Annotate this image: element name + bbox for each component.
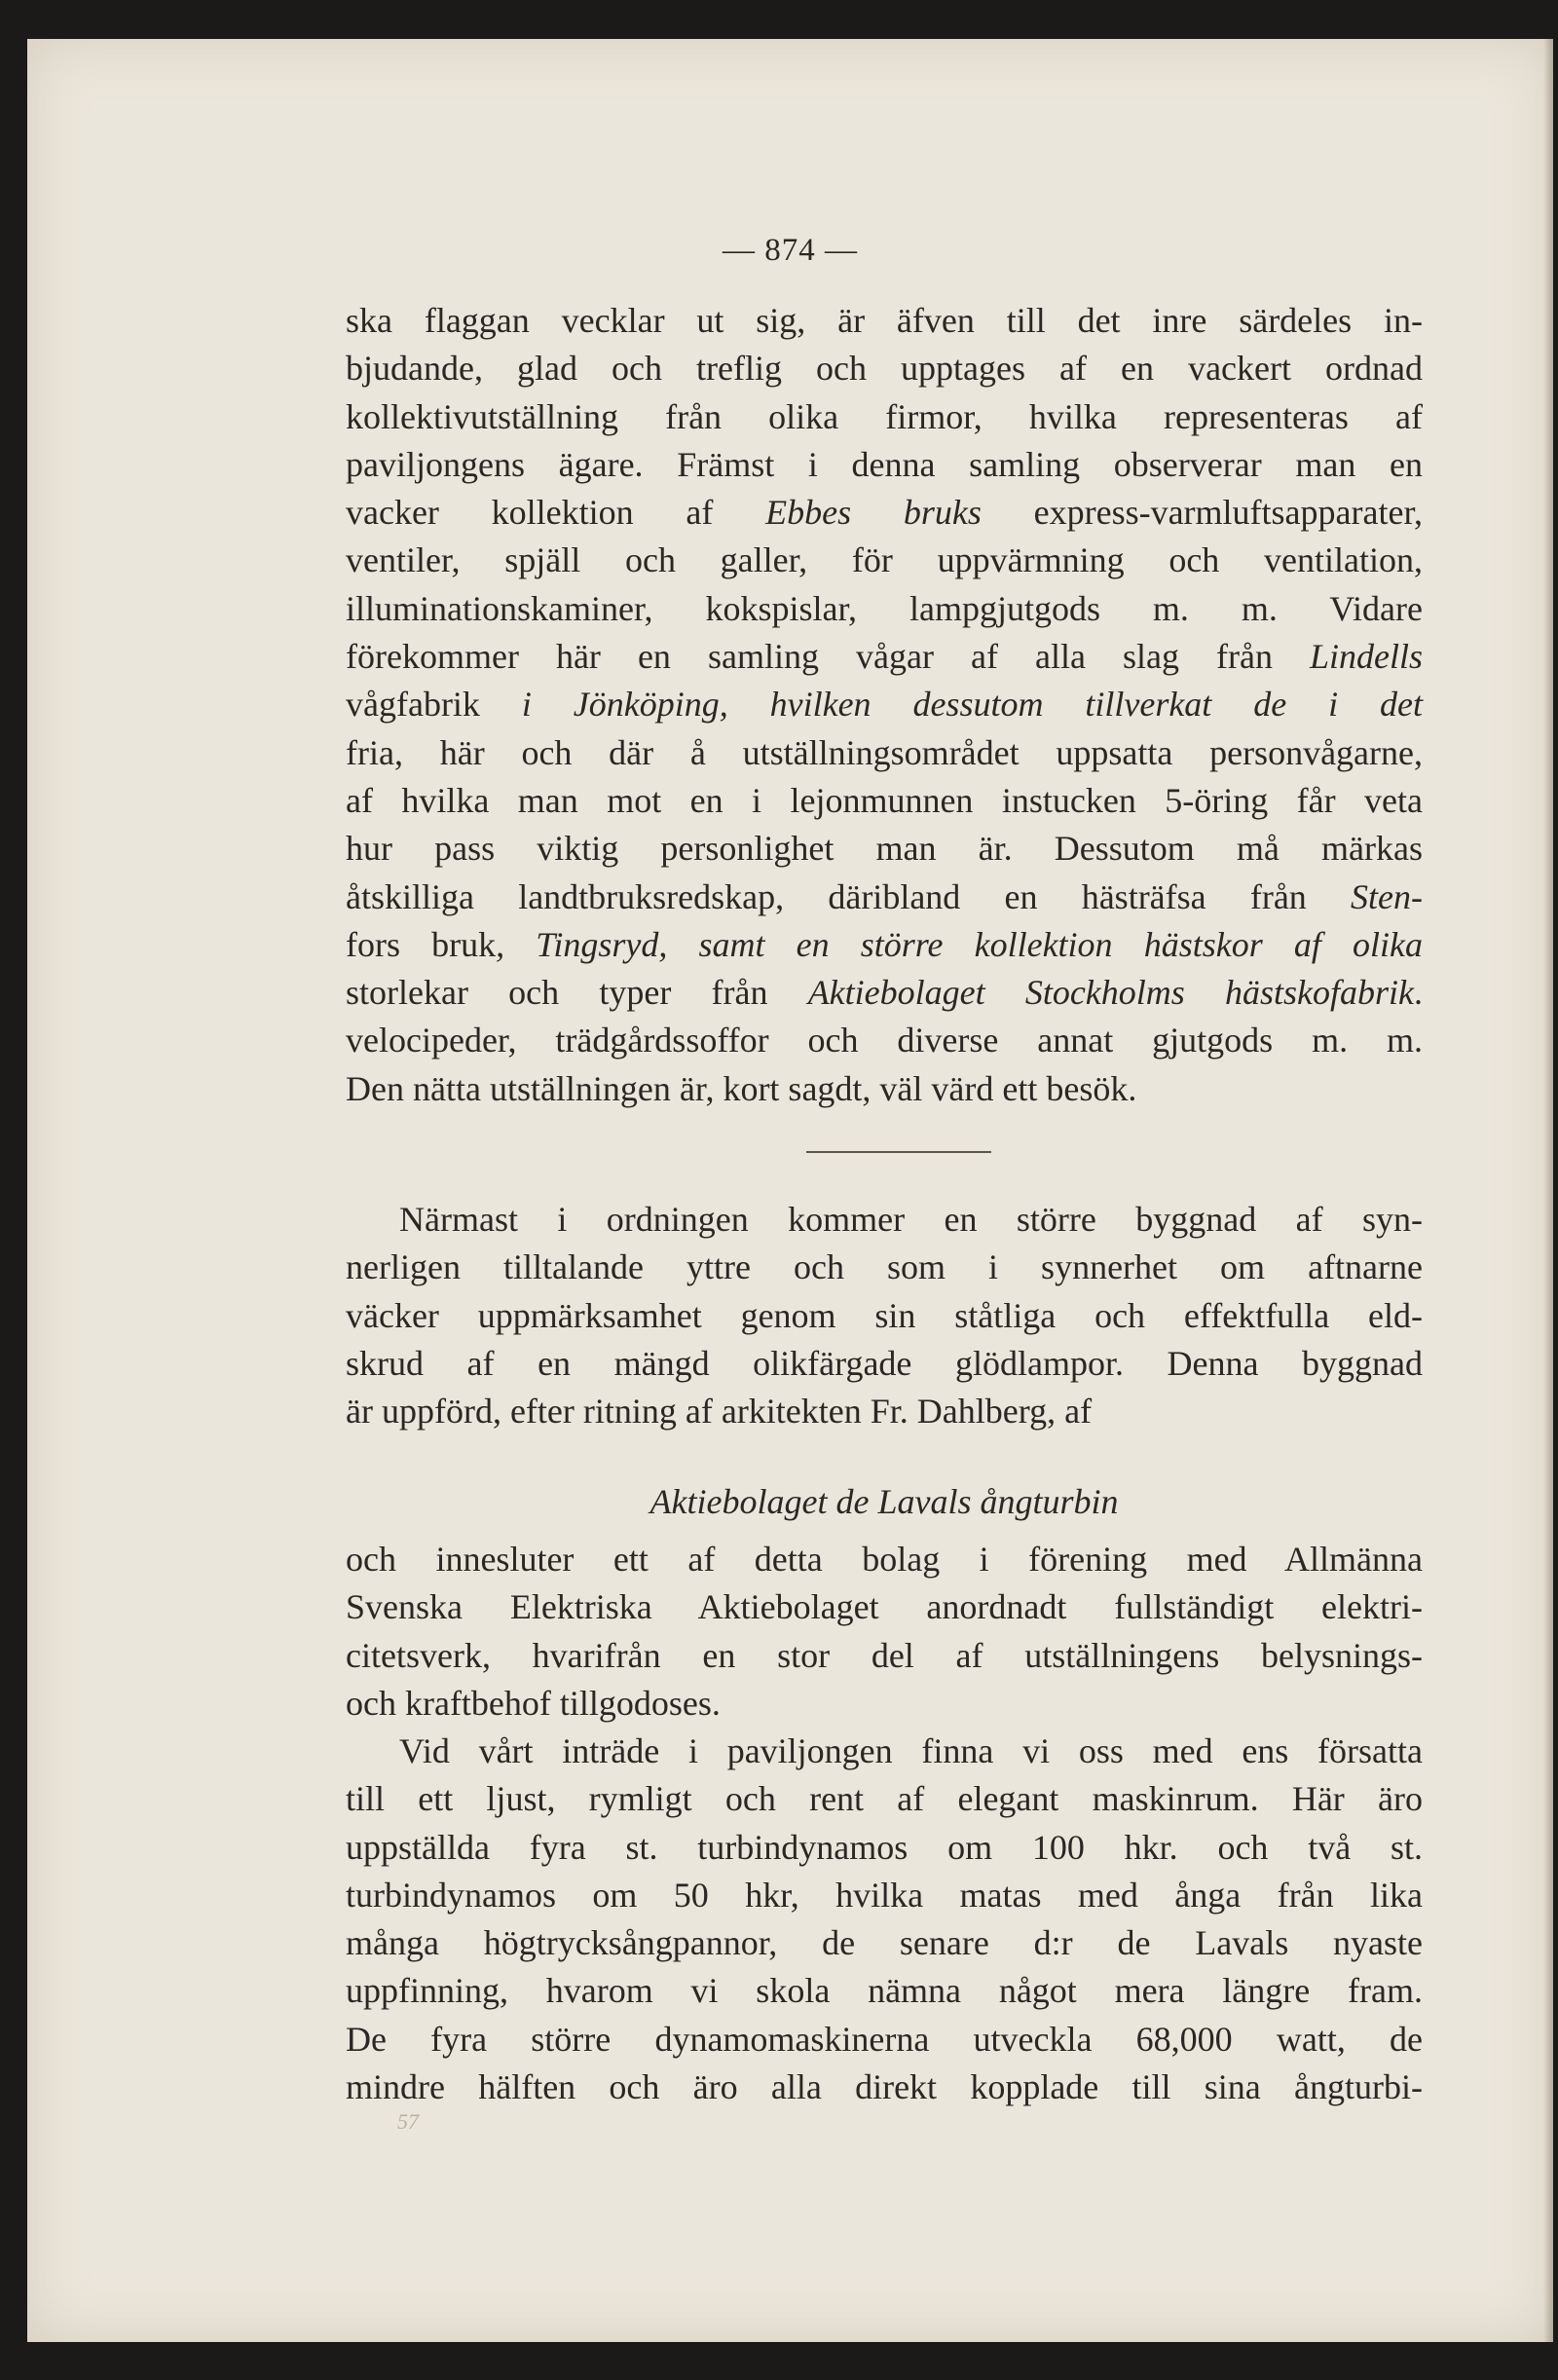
text-line: illuminationskaminer, kokspislar, lampgjutgods m. m. Vidare xyxy=(346,588,1423,628)
paragraph-exhibition-collection xyxy=(346,297,1423,1113)
text-line: Närmast i ordningen kommer en större byggnad af syn- xyxy=(399,1200,1423,1239)
paragraph-machine-room xyxy=(346,1728,1423,2111)
text-line: ventiler, spjäll och galler, för uppvärmning och ventilation, xyxy=(346,540,1423,580)
italic-name: Aktiebolaget Stockholms hästskofabrik xyxy=(807,973,1414,1013)
page-edge-shadow xyxy=(1543,39,1553,2342)
faint-folio-mark: 57 xyxy=(397,2109,419,2134)
text-line: kollektivutställning från olika firmor, hvilka representeras af xyxy=(346,396,1423,436)
text-line: af hvilka man mot en i lejonmunnen instucken 5-öring får veta xyxy=(346,780,1423,820)
text-line: Svenska Elektriska Aktiebolaget anordnadt fullständigt elektri- xyxy=(346,1587,1423,1627)
text-line: vågfabrik i Jönköping, hvilken dessutom tillverkat de i det xyxy=(346,685,1423,725)
italic-name: i Jönköping, hvilken dessutom tillverkat de i det xyxy=(479,685,1423,725)
text-line: och kraftbehof tillgodoses. xyxy=(346,1683,721,1723)
paragraph-laval-building xyxy=(346,1196,1423,1435)
book-page xyxy=(27,39,1553,2342)
text-line: många högtrycksångpannor, de senare d:r de Lavals nyaste xyxy=(346,1923,1423,1963)
italic-name: , Tingsryd, samt en större kollektion hästskor af olika xyxy=(496,924,1423,964)
company-heading-text: Aktiebolaget de Lavals ångturbin xyxy=(649,1482,1119,1521)
text-line: till ett ljust, rymligt och rent af elegant maskinrum. Här äro xyxy=(346,1779,1423,1819)
text-line: fria, här och där å utställningsområdet uppsatta personvågarne, xyxy=(346,732,1423,772)
text-line: vacker kollektion af Ebbes bruks express-varmluftsapparater, xyxy=(346,493,1423,533)
text-line: uppfinning, hvarom vi skola nämna något mera längre fram. xyxy=(346,1971,1423,2011)
text-line: och innesluter ett af detta bolag i förening med Allmänna xyxy=(346,1540,1423,1579)
text-line: fors bruk, Tingsryd, samt en större kollektion hästskor af olika xyxy=(346,924,1423,964)
text-line: är uppförd, efter ritning af arkitekten Fr. Dahlberg, af xyxy=(346,1392,1093,1432)
text-line: Vid vårt inträde i paviljongen finna vi oss med ens försatta xyxy=(399,1731,1423,1770)
text-line: ska flaggan vecklar ut sig, är äfven till det inre särdeles in- xyxy=(346,301,1423,340)
company-heading xyxy=(346,1478,1423,1526)
text-line: paviljongens ägare. Främst i denna samling observerar man en xyxy=(346,444,1423,484)
text-line: nerligen tilltalande yttre och som i synnerhet om aftnarne xyxy=(346,1247,1423,1287)
text-line: väcker uppmärksamhet genom sin ståtliga och effektfulla eld- xyxy=(346,1295,1423,1335)
text-line: bjudande, glad och treflig och upptages af en vackert ordnad xyxy=(346,349,1423,389)
text-line: turbindynamos om 50 hkr, hvilka matas med ånga från lika xyxy=(346,1875,1423,1915)
page-number: — 874 — xyxy=(723,233,858,268)
text-line: De fyra större dynamomaskinerna utveckla 68,000 watt, de xyxy=(346,2019,1423,2059)
text-line: storlekar och typer från Aktiebolaget Stockholms hästskofabrik. xyxy=(346,973,1423,1013)
paragraph-power-station xyxy=(346,1536,1423,1728)
text-line: uppställda fyra st. turbindynamos om 100 hkr. och två st. xyxy=(346,1827,1423,1867)
text-line: förekommer här en samling vågar af alla slag från Lindells xyxy=(346,637,1423,677)
text-line: mindre hälften och äro alla direkt kopplade till sina ångturbi- xyxy=(346,2067,1423,2107)
italic-name: Lindells xyxy=(1309,637,1423,677)
italic-name: Ebbes bruks xyxy=(765,493,982,533)
text-line: velocipeder, trädgårdssoffor och diverse annat gjutgods m. m. xyxy=(346,1021,1423,1060)
text-line: Den nätta utställningen är, kort sagdt, väl värd ett besök. xyxy=(346,1068,1137,1108)
text-line: citetsverk, hvarifrån en stor del af utställningens belysnings- xyxy=(346,1635,1423,1675)
section-divider-rule xyxy=(806,1151,991,1153)
text-line: åtskilliga landtbruksredskap, däribland en hästräfsa från Sten- xyxy=(346,876,1423,916)
text-line: hur pass viktig personlighet man är. Dessutom må märkas xyxy=(346,829,1423,869)
italic-name: Sten- xyxy=(1351,876,1423,916)
text-line: skrud af en mängd olikfärgade glödlampor. Denna byggnad xyxy=(346,1343,1423,1383)
